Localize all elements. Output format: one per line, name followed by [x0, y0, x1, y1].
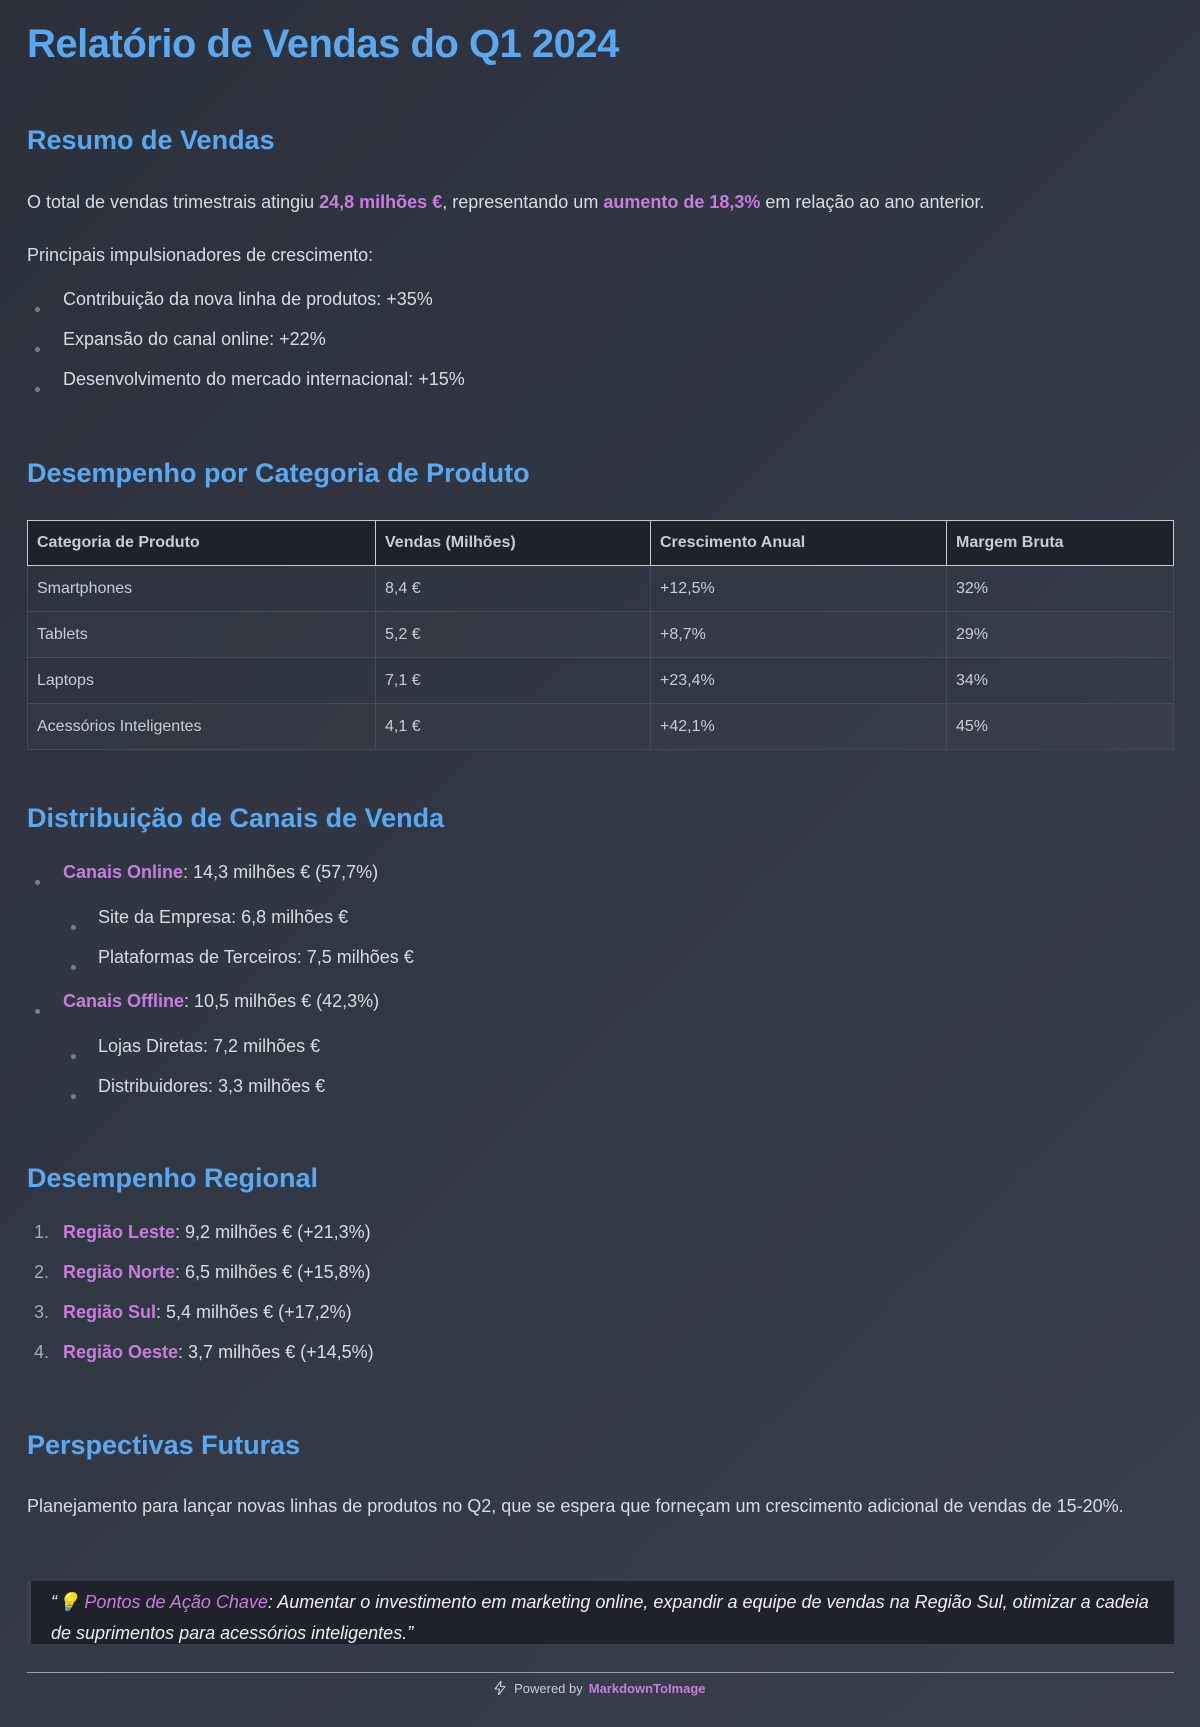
section-heading-categories: Desempenho por Categoria de Produto: [27, 458, 530, 488]
table-cell: 5,2 €: [376, 612, 651, 658]
region-value: : 6,5 milhões € (+15,8%): [175, 1262, 371, 1282]
footer: [0, 1681, 1200, 1698]
table-row: [28, 704, 1174, 750]
footer-powered: Powered by: [514, 1681, 583, 1696]
table-cell: +8,7%: [651, 612, 947, 658]
bullet-icon: [71, 1094, 76, 1099]
bullet-icon: [35, 1009, 40, 1014]
section-heading-channels: Distribuição de Canais de Venda: [27, 803, 445, 833]
bullet-icon: [35, 347, 40, 352]
region-label: Região Leste: [63, 1222, 176, 1242]
table-cell: 32%: [947, 566, 1174, 612]
bullet-icon: [71, 1054, 76, 1059]
summary-text-3: em relação ao ano anterior.: [760, 192, 985, 212]
region-value: : 3,7 milhões € (+14,5%): [178, 1342, 374, 1362]
column-header: Margem Bruta: [947, 521, 1174, 566]
bullet-icon: [35, 307, 40, 312]
quote-label: Pontos de Ação Chave: [84, 1592, 268, 1612]
footer-divider: [27, 1672, 1174, 1673]
bullet-icon: [71, 965, 76, 970]
region-label: Região Oeste: [63, 1342, 179, 1362]
summary-amount: 24,8 milhões €: [319, 192, 443, 212]
table-cell: +42,1%: [651, 704, 947, 750]
section-heading-outlook: Perspectivas Futuras: [27, 1430, 301, 1460]
channel-offline-label: Canais Offline: [63, 991, 185, 1011]
list-number: 3.: [34, 1302, 50, 1322]
channel-offline-value: : 10,5 milhões € (42,3%): [184, 991, 380, 1011]
table-row: [28, 566, 1174, 612]
list-number: 2.: [34, 1262, 50, 1282]
bullet-icon: [71, 925, 76, 930]
table-row: [28, 658, 1174, 704]
outlook-paragraph: Planejamento para lançar novas linhas de produtos no Q2, que se espera que forneçam um crescimento adicional de vendas de 15-20%.: [27, 1496, 1124, 1516]
region-label: Região Norte: [63, 1262, 176, 1282]
footer-brand-link[interactable]: MarkdownToImage: [588, 1681, 706, 1696]
table-cell: +12,5%: [651, 566, 947, 612]
column-header: Crescimento Anual: [651, 521, 947, 566]
drivers-intro: Principais impulsionadores de crescimento:: [27, 245, 374, 265]
summary-text-1: O total de vendas trimestrais atingiu: [27, 192, 320, 212]
region-value: : 9,2 milhões € (+21,3%): [175, 1222, 371, 1242]
summary-paragraph: [27, 187, 985, 218]
region-value: : 5,4 milhões € (+17,2%): [156, 1302, 352, 1322]
bullet-icon: [35, 880, 40, 885]
lightning-icon: [494, 1681, 506, 1698]
section-heading-regional: Desempenho Regional: [27, 1163, 319, 1193]
region-label: Região Sul: [63, 1302, 157, 1322]
list-number: 4.: [34, 1342, 50, 1362]
page-title: Relatório de Vendas do Q1 2024: [27, 22, 619, 66]
table-cell: 4,1 €: [376, 704, 651, 750]
section-heading-summary: Resumo de Vendas: [27, 125, 275, 155]
action-points-quote: [27, 1581, 1174, 1644]
quote-text: : Aumentar o investimento em marketing online, expandir a equipe de vendas na Região Sul, otimizar a cadeia de suprimentos para acessórios inteligentes.”: [51, 1592, 1149, 1643]
summary-growth: aumento de 18,3%: [603, 192, 761, 212]
table-cell: +23,4%: [651, 658, 947, 704]
table-cell: 7,1 €: [376, 658, 651, 704]
channel-online-value: : 14,3 milhões € (57,7%): [183, 862, 379, 882]
table-cell: 8,4 €: [376, 566, 651, 612]
table-cell: 45%: [947, 704, 1174, 750]
table-row: [28, 612, 1174, 658]
table-cell: Smartphones: [28, 566, 376, 612]
quote-open: “💡: [51, 1592, 85, 1612]
table-cell: Acessórios Inteligentes: [28, 704, 376, 750]
list-number: 1.: [34, 1222, 50, 1242]
table-header-row: [28, 521, 1174, 566]
category-table: [27, 520, 1174, 750]
table-cell: Tablets: [28, 612, 376, 658]
table-cell: Laptops: [28, 658, 376, 704]
table-cell: 29%: [947, 612, 1174, 658]
summary-text-2: , representando um: [442, 192, 604, 212]
channel-online-label: Canais Online: [63, 862, 184, 882]
column-header: Categoria de Produto: [28, 521, 376, 566]
column-header: Vendas (Milhões): [376, 521, 651, 566]
bullet-icon: [35, 387, 40, 392]
table-cell: 34%: [947, 658, 1174, 704]
document-page: Relatório de Vendas do Q1 2024 Resumo de Vendas O total de vendas trimestrais atingiu 24,8 milhões €, representando um aumento de 18,3% em relação ao ano anterior. Principais impulsionadores de crescimento: Contribuição da nova linha de produtos: +35% Expansão do canal online: +22% Desenvolvimento do mercado internacional: +15% Desempenho por Categoria de Produto Categoria de Produto Vendas (Milhões) Crescimento Anual Margem Bruta Smartphones 8,4 € +12,5% 32% Tablets 5,2 € +8,7% 29% Laptops 7,1 € +23,4% 34% Acessórios Inteligentes 4,1 € +42,1% 45% Distribuição de Canais de Venda Canais Online: 14,3 milhões € (57,7%) Site da Empresa: 6,8 milhões € Plataformas de Terceiros: 7,5 milhões € Canais Offline: 10,5 milhões € (42,3%) Lojas Diretas: 7,2 milhões € Distribuidores: 3,3 milhões € Desempenho Regional 1. Região Leste: 9,2 milhões € (+21,3%) 2. Região Norte: 6,5 milhões € (+15,8%) 3. Região Sul: 5,4 milhões € (+17,2%) 4. Região Oeste: 3,7 milhões € (+14,5%) Perspectivas Futuras Planejamento para lançar novas linhas de produtos no Q2, que se espera que forneçam um crescimento adicional de vendas de 15-20%. “💡 Pontos de Ação Chave: Aumentar o investimento em marketing online, expandir a equipe de vendas na Região Sul, otimizar a cadeia de suprimentos para acessórios inteligentes.” Powered by MarkdownToImage: [0, 0, 1200, 1727]
